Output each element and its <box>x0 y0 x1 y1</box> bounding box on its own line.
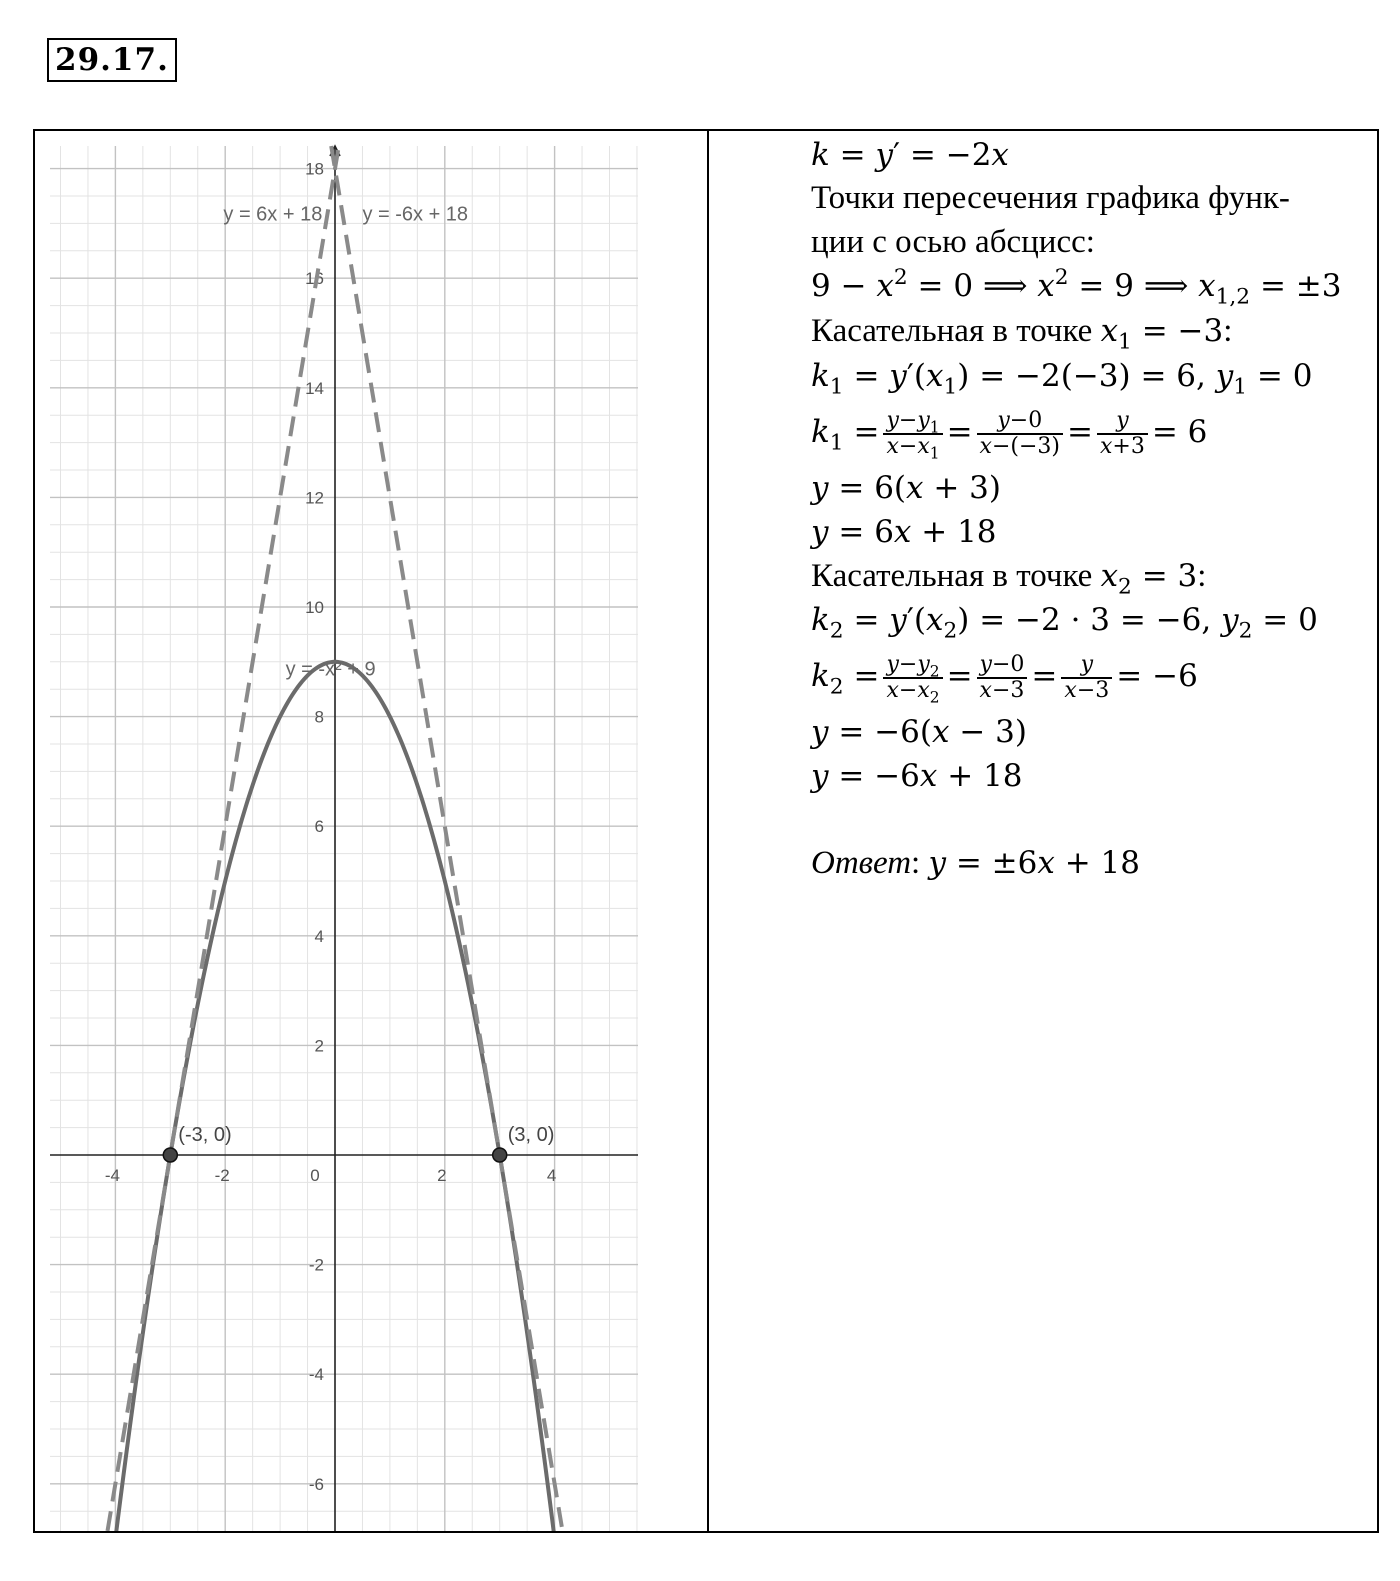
y-tick-label: -6 <box>308 1474 324 1494</box>
answer-label: Ответ <box>811 845 912 881</box>
tangent1-eq-b: y = 6x + 18 <box>811 514 997 550</box>
parabola-label: y = -x² + 9 <box>285 658 376 681</box>
tangent2-title: Касательная в точке $x_2 = 3$: <box>811 558 1207 600</box>
x-tick-label: 4 <box>546 1166 557 1185</box>
tangent-line-right <box>331 146 562 1531</box>
y-tick-label: 10 <box>305 598 324 617</box>
intersect-text-1: Точки пересечения графика функ- <box>811 180 1290 216</box>
problem-number: 29.17. <box>47 38 177 82</box>
tangent-left-label: y = 6x + 18 <box>223 203 323 226</box>
intersect-text-2: ции с осью абсцисс: <box>811 224 1095 260</box>
answer-line: Ответ: y = ±6x + 18 <box>811 845 1140 881</box>
x-tick-label: -2 <box>214 1166 230 1185</box>
k1-fraction: $k_1$ = $\frac{y-y_1}{x-x_1}$ = $\frac{y-0}{x-(-3)}$ = $\frac{y}{x+3}$ = 6 <box>811 407 1208 462</box>
y-tick-label: 8 <box>314 707 324 727</box>
tangent2-eq-a: y = −6(x − 3) <box>811 714 1027 750</box>
x-tick-label: 0 <box>310 1166 320 1185</box>
y-tick-label: 14 <box>305 378 324 398</box>
solution-table <box>33 129 1379 1533</box>
y-tick-label: -4 <box>308 1365 324 1385</box>
tangent1-title: Касательная в точке $x_1 = -3$: <box>811 313 1233 355</box>
y-tick-label: 6 <box>314 817 324 837</box>
tangent2-eq-b: y = −6x + 18 <box>811 758 1023 794</box>
column-divider <box>707 131 709 1531</box>
solution-cell <box>811 131 1381 1531</box>
y-tick-label: 18 <box>305 159 324 179</box>
k2-value: $k_2 = y'(x_2) = -2 \cdot 3 = -6$, $y_2 = 0$ <box>811 602 1318 644</box>
y-tick-label: 12 <box>305 488 324 508</box>
intersection-point <box>493 1148 507 1162</box>
x-tick-label: 2 <box>437 1166 447 1185</box>
tangent-right-label: y = -6x + 18 <box>362 203 469 226</box>
tangent-line-left <box>108 146 339 1531</box>
tangent1-eq-a: y = 6(x + 3) <box>811 470 1001 506</box>
roots-equation: $9 - x^2 = 0$ ⟹ $x^2 = 9$ ⟹ $x_{1,2} = \pm 3$ <box>811 265 1342 310</box>
y-tick-label: 4 <box>314 926 324 946</box>
x-tick-label: -4 <box>104 1166 120 1185</box>
intersection-point-label: (-3, 0) <box>178 1124 232 1146</box>
k1-value: $k_1 = y'(x_1) = -2(-3) = 6$, $y_1 = 0$ <box>811 358 1313 400</box>
derivative-line: k = y′ = −2x <box>811 137 1009 173</box>
graph-cell <box>35 131 707 1531</box>
k2-fraction: $k_2$ = $\frac{y-y_2}{x-x_2}$ = $\frac{y-0}{x-3}$ = $\frac{y}{x-3}$ = −6 <box>811 651 1198 706</box>
y-tick-label: 16 <box>305 269 324 289</box>
y-tick-label: 2 <box>314 1036 324 1056</box>
y-tick-label: -2 <box>308 1255 324 1275</box>
intersection-point-label: (3, 0) <box>507 1124 555 1146</box>
function-graph <box>35 131 707 1531</box>
intersection-point <box>163 1148 177 1162</box>
